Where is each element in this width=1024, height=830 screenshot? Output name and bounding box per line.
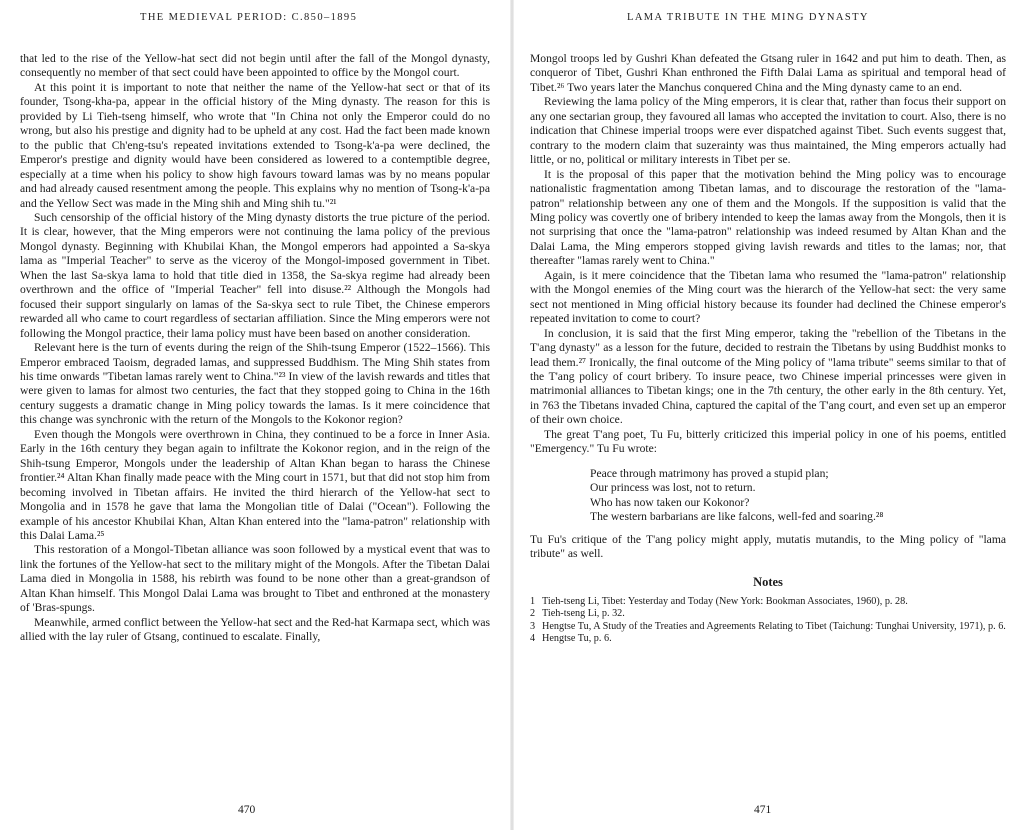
note-number: 3 [530, 620, 536, 632]
left-body-text [20, 52, 490, 645]
note-number: 4 [530, 633, 536, 645]
poem-line: The western barbarians are like falcons, well-fed and soaring.²⁸ [590, 510, 884, 524]
note-item [530, 621, 1006, 633]
note-text: Tieh-tseng Li, p. 32. [542, 608, 625, 620]
poem-line: Our princess was lost, not to return. [590, 481, 756, 495]
paragraph: Such censorship of the official history of the Ming dynasty distorts the true picture of the period. It is clear, however, that the Ming emperors were not continuing the lama policy of the previous Mongol dynasty. Beginning with Khubilai Khan, the Mongol emperors had appointed a Sa-skya lama as "Imperial Teacher" to serve as the viceroy of the Mongol-imposed government in Tibet. When the last Sa-skya lama to hold that title died in 1358, the Sa-skya regime had already been overthrown and the office of "Imperial Teacher" fell into disuse.²² Although the Mongols had focused their support singularly on lamas of the Sa-skya sect to rule Tibet, the Chinese emperors rewarded all who came to court regardless of sectarian affiliation. Since the Ming emperors were not following the Mongol practice, their lama policy must have been based on another consideration. [20, 210, 490, 340]
closing-paragraph: Tu Fu's critique of the T'ang policy might apply, mutatis mutandis, to the Ming policy of "lama tribute" as well. [530, 532, 1006, 560]
note-number: 2 [530, 608, 536, 620]
poem-line: Who has now taken our Kokonor? [590, 495, 750, 509]
page-number-left: 470 [238, 804, 256, 816]
note-item [530, 608, 1006, 620]
note-text: Hengtse Tu, A Study of the Treaties and Agreements Relating to Tibet (Taichung: Tunghai University, 1971), p. 6. [542, 620, 1006, 632]
note-item [530, 596, 1006, 608]
note-text: Hengtse Tu, p. 6. [542, 633, 612, 645]
note-item [530, 633, 1006, 645]
poem-line: Peace through matrimony has proved a stupid plan; [590, 466, 829, 480]
poem-quote [590, 467, 1006, 525]
paragraph: The great T'ang poet, Tu Fu, bitterly criticized this imperial policy in one of his poems, entitled "Emergency." Tu Fu wrote: [530, 427, 1006, 456]
right-body-text [530, 52, 1006, 645]
note-number: 1 [530, 595, 536, 607]
notes-list [530, 596, 1006, 646]
paragraph: Even though the Mongols were overthrown in China, they continued to be a force in Inner Asia. Early in the 16th century they began again to infiltrate the Kokonor region, and in the reign of the Shih-tsung Emperor, Mongols under the leadership of Altan Khan began to harass the Chinese frontier.²⁴ Altan Khan finally made peace with the Ming court in 1571, but that did not stop him from becoming involved in Tibetan affairs. He invited the third hierarch of the Yellow-hat sect to Mongolia and in 1578 he gave that lama the Mongolian title of Dalai ("Ocean"). Following the example of his ancestor Khubilai Khan, Altan Khan entered into the "lama-patron" relationship with this Dalai Lama.²⁵ [20, 427, 490, 542]
page-number-right: 471 [754, 804, 772, 816]
notes-heading: Notes [753, 575, 783, 590]
right-page [512, 0, 1024, 830]
paragraph: that led to the rise of the Yellow-hat sect did not begin until after the fall of the Mongol dynasty, consequently no member of that sect could have been appointed to office by the Mongol court. [20, 52, 490, 80]
paragraph: Meanwhile, armed conflict between the Yellow-hat sect and the Red-hat Karmapa sect, which was allied with the lay ruler of Gtsang, continued to escalate. Finally, [20, 615, 490, 644]
paragraph: Again, is it mere coincidence that the Tibetan lama who resumed the "lama-patron" relationship with the Mongol enemies of the Ming court was the hierarch of the Yellow-hat sect: the very same sect not mentioned in Ming official history because its founder had declined the Chinese emperor's repeated invitation to come to court? [530, 268, 1006, 326]
paragraph: Mongol troops led by Gushri Khan defeated the Gtsang ruler in 1642 and put him to death. Then, as conqueror of Tibet, Gushri Khan enthroned the Fifth Dalai Lama as spiritual and temporal head of Tibet.²⁶ Two years later the Manchus conquered China and the Ming dynasty came to an end. [530, 52, 1006, 94]
paragraph: At this point it is important to note that neither the name of the Yellow-hat sect or that of its founder, Tsong-kha-pa, appear in the official history of the Ming dynasty. The reason for this is provided by Li Tieh-tseng himself, who wrote that "In China not only the Emperor could do no wrong, but also his prestige and dignity had to be upheld at any cost. Had the fact been made known to the public that Ch'eng-tsu's repeated invitations extended to Tsong-k'a-pa were declined, the Emperor's prestige and dignity would have been considered as lowered to a contemptible degree, especially at a time when his policy to show high favours toward lamas was by no means popular and had already caused resentment among the people. This explains why no mention of Tsong-k'a-pa and the Yellow Sect was made in the Ming shih and Ming shih tu."²¹ [20, 80, 490, 210]
paragraph: In conclusion, it is said that the first Ming emperor, taking the "rebellion of the Tibetans in the T'ang dynasty" as a lesson for the future, decided to restrain the Tibetans by using Buddhist monks to lead them.²⁷ Ironically, the final outcome of the Ming policy of "lama tribute" seems similar to that of the T'ang policy of court bribery. To insure peace, two Chinese imperial princesses were given in matrimonial alliances to Tibetan kings; one in the 7th century, the other early in the 8th century. Yet, in 763 the Tibetans invaded China, captured the capital of the T'ang court, and even set up an emperor of their own choice. [530, 326, 1006, 427]
running-head-right: LAMA TRIBUTE IN THE MING DYNASTY [627, 12, 869, 23]
paragraph: This restoration of a Mongol-Tibetan alliance was soon followed by a mystical event that was to link the fortunes of the Yellow-hat sect to the military might of the Mongols. After the Tibetan Dalai Lama died in Mongolia in 1588, his rebirth was found to be none other than a great-grandson of Altan Khan himself. This Mongol Dalai Lama was brought to Tibet and enthroned at the monastery of 'Bras-spungs. [20, 543, 490, 615]
paragraph: Relevant here is the turn of events during the reign of the Shih-tsung Emperor (1522–1566). This Emperor embraced Taoism, degraded lamas, and suppressed Buddhism. The Ming Shih states from his time onwards "Tibetan lamas rarely went to China."²³ In view of the lavish rewards and titles that were given to lamas for almost two centuries, the fact that they stopped going to China in the 16th century suggests a dramatic change in Ming policy towards the lamas. Is it mere coincidence that this change was synchronic with the return of the Mongols to the Kokonor region? [20, 341, 490, 427]
paragraph: It is the proposal of this paper that the motivation behind the Ming policy was to encourage nationalistic fragmentation among Tibetan lamas, and to discourage the restoration of the "lama-patron" relationship between any one of them and the Mongols. If the supposition is valid that the Ming policy was covertly one of bribery intended to keep the lamas away from the Mongols, then it is not surprising that once the "lama-patron" relationship was indeed resumed by Altan Khan and the Dalai Lama, the Ming emperors stopped giving lavish rewards and titles to the lamas; nor, that thereafter "lamas rarely went to China." [530, 167, 1006, 268]
note-text: Tieh-tseng Li, Tibet: Yesterday and Today (New York: Bookman Associates, 1960), p. 28. [542, 595, 908, 607]
paragraph: Reviewing the lama policy of the Ming emperors, it is clear that, rather than focus their support on any one sectarian group, they favoured all lamas who accepted the invitation to court. Also, there is no indication that Chinese imperial troops were ever dispatched against Tibet. Such events suggest that, contrary to the modern claim that suzerainty was thus maintained, the Ming emperors actually had little, or no, political or military interests in Tibet per se. [530, 95, 1006, 167]
running-head-left: THE MEDIEVAL PERIOD: C.850–1895 [140, 12, 358, 23]
